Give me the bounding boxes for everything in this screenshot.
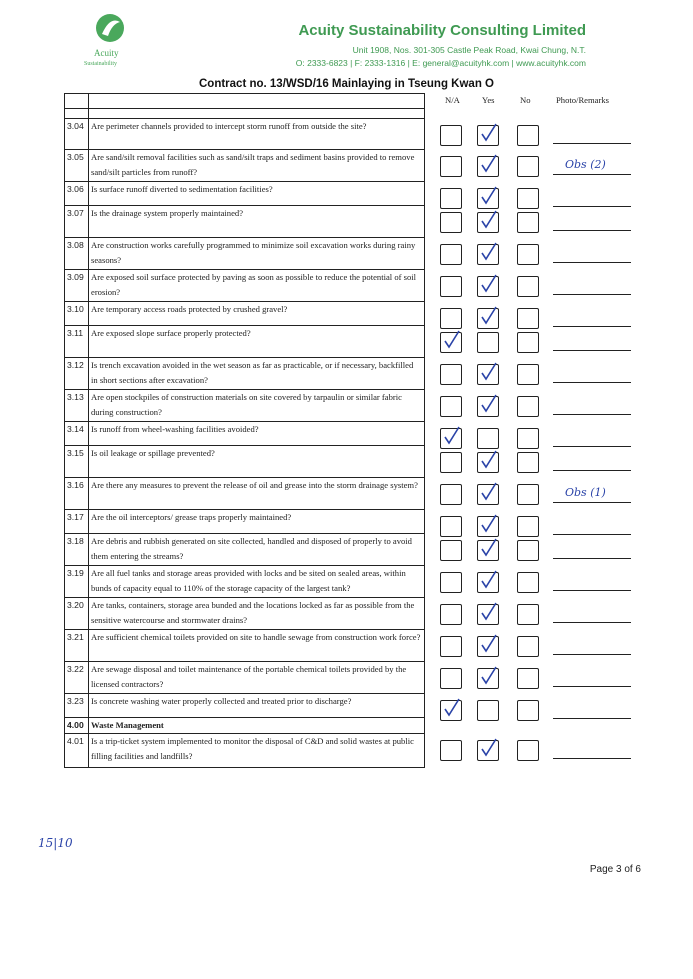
- checkbox-yes[interactable]: [477, 740, 499, 761]
- checkmark-icon: [480, 123, 498, 143]
- row-number: 3.09: [65, 270, 89, 302]
- remarks-line: [553, 414, 631, 415]
- table-row: [65, 662, 637, 694]
- checkbox-yes[interactable]: [477, 636, 499, 657]
- remarks-line: [553, 558, 631, 559]
- row-question: Are temporary access roads protected by crushed gravel?: [89, 302, 425, 326]
- checkbox-yes[interactable]: [477, 396, 499, 417]
- row-question: Waste Management: [89, 718, 425, 734]
- row-number: 3.16: [65, 478, 89, 510]
- checkbox-na[interactable]: [440, 572, 462, 593]
- checkbox-yes[interactable]: [477, 364, 499, 385]
- remarks-line: [553, 326, 631, 327]
- checkbox-no[interactable]: [517, 332, 539, 353]
- table-row: [65, 446, 637, 478]
- remarks-handwriting: Obs (1): [565, 486, 606, 499]
- row-number: 3.07: [65, 206, 89, 238]
- checkbox-na[interactable]: [440, 428, 462, 449]
- checkbox-yes[interactable]: [477, 452, 499, 473]
- checkbox-na[interactable]: [440, 244, 462, 265]
- table-row: [65, 422, 637, 446]
- checkbox-yes[interactable]: [477, 308, 499, 329]
- checkmark-icon: [443, 426, 461, 446]
- header-cell-answers: [425, 94, 637, 109]
- checkbox-no[interactable]: [517, 125, 539, 146]
- checkmark-icon: [480, 570, 498, 590]
- checkmark-icon: [480, 186, 498, 206]
- page-number: Page 3 of 6: [589, 864, 641, 875]
- checkbox-yes[interactable]: [477, 428, 499, 449]
- row-number: 3.10: [65, 302, 89, 326]
- row-question: Is trench excavation avoided in the wet season as far as practicable, or if necessary, backfilled in short sections after excavation?: [89, 358, 425, 390]
- checkbox-na[interactable]: [440, 188, 462, 209]
- checkmark-icon: [480, 154, 498, 174]
- checkmark-icon: [443, 330, 461, 350]
- checklist-table: [64, 93, 637, 768]
- row-number: 3.06: [65, 182, 89, 206]
- checkbox-na[interactable]: [440, 740, 462, 761]
- row-number: 3.14: [65, 422, 89, 446]
- remarks-line: [553, 654, 631, 655]
- checkbox-na[interactable]: [440, 276, 462, 297]
- checkmark-icon: [480, 738, 498, 758]
- col-header-yes: Yes: [482, 95, 495, 105]
- table-row: [65, 478, 637, 510]
- checkmark-icon: [480, 482, 498, 502]
- row-number: 3.20: [65, 598, 89, 630]
- row-question: Are open stockpiles of construction materials on site covered by tarpaulin or similar fabric during construction?: [89, 390, 425, 422]
- checkbox-no[interactable]: [517, 156, 539, 177]
- checkbox-na[interactable]: [440, 156, 462, 177]
- checkmark-icon: [480, 306, 498, 326]
- checkbox-yes[interactable]: [477, 668, 499, 689]
- row-question: Are all fuel tanks and storage areas provided with locks and be sited on sealed areas, within bunds of capacity equal to 110% of the storage capacity of the largest tank?: [89, 566, 425, 598]
- table-row: [65, 358, 637, 390]
- checkbox-na[interactable]: [440, 540, 462, 561]
- checkbox-no[interactable]: [517, 636, 539, 657]
- checkbox-no[interactable]: [517, 188, 539, 209]
- company-address: Unit 1908, Nos. 301-305 Castle Peak Road, Kwai Chung, N.T.: [352, 45, 586, 55]
- remarks-line: [553, 262, 631, 263]
- table-row: [65, 182, 637, 206]
- remarks-line: [553, 502, 631, 503]
- table-row: [65, 150, 637, 182]
- checkbox-yes[interactable]: [477, 700, 499, 721]
- row-question: Are sewage disposal and toilet maintenance of the portable chemical toilets provided by the licensed contractors?: [89, 662, 425, 694]
- row-number: 4.00: [65, 718, 89, 734]
- checkbox-yes[interactable]: [477, 332, 499, 353]
- remarks-line: [553, 718, 631, 719]
- row-number: 3.11: [65, 326, 89, 358]
- checkmark-icon: [480, 634, 498, 654]
- checkbox-no[interactable]: [517, 428, 539, 449]
- row-question: Are exposed slope surface properly protected?: [89, 326, 425, 358]
- checkbox-yes[interactable]: [477, 156, 499, 177]
- row-question: Are the oil interceptors/ grease traps properly maintained?: [89, 510, 425, 534]
- row-question: Is surface runoff diverted to sedimentation facilities?: [89, 182, 425, 206]
- row-question: Are tanks, containers, storage area bunded and the locations locked as far as possible from the sensitive watercourse and stormwater drains?: [89, 598, 425, 630]
- row-number: 3.04: [65, 119, 89, 150]
- checkbox-no[interactable]: [517, 540, 539, 561]
- row-number: 3.22: [65, 662, 89, 694]
- checkbox-yes[interactable]: [477, 244, 499, 265]
- row-number: 3.05: [65, 150, 89, 182]
- row-number: 3.17: [65, 510, 89, 534]
- table-row: [65, 510, 637, 534]
- checkbox-no[interactable]: [517, 396, 539, 417]
- remarks-line: [553, 174, 631, 175]
- remarks-line: [553, 686, 631, 687]
- remarks-line: [553, 758, 631, 759]
- header-cell-num: [65, 94, 89, 109]
- remarks-line: [553, 534, 631, 535]
- checkbox-yes[interactable]: [477, 604, 499, 625]
- remarks-line: [553, 230, 631, 231]
- checkbox-na[interactable]: [440, 396, 462, 417]
- company-logo: [80, 12, 160, 68]
- table-row: [65, 206, 637, 238]
- checkbox-na[interactable]: [440, 604, 462, 625]
- checkmark-icon: [480, 362, 498, 382]
- checkbox-na[interactable]: [440, 636, 462, 657]
- remarks-line: [553, 143, 631, 144]
- checkbox-yes[interactable]: [477, 212, 499, 233]
- col-header-na: N/A: [445, 95, 460, 105]
- checkbox-no[interactable]: [517, 308, 539, 329]
- checkbox-no[interactable]: [517, 572, 539, 593]
- checkbox-na[interactable]: [440, 668, 462, 689]
- company-contact: O: 2333-6823 | F: 2333-1316 | E: general@acuityhk.com | www.acuityhk.com: [295, 58, 586, 68]
- checkbox-no[interactable]: [517, 484, 539, 505]
- row-number: 3.19: [65, 566, 89, 598]
- table-row: [65, 270, 637, 302]
- checkbox-yes[interactable]: [477, 516, 499, 537]
- remarks-line: [553, 470, 631, 471]
- checkbox-na[interactable]: [440, 516, 462, 537]
- table-header-row: [65, 94, 637, 109]
- table-row: [65, 390, 637, 422]
- checkbox-yes[interactable]: [477, 125, 499, 146]
- logo-subtext: Sustainability: [84, 61, 117, 67]
- checkbox-na[interactable]: [440, 700, 462, 721]
- row-question: Is a trip-ticket system implemented to monitor the disposal of C&D and solid wastes at public filling facilities and landfills?: [89, 734, 425, 768]
- checkbox-no[interactable]: [517, 276, 539, 297]
- row-number: 3.18: [65, 534, 89, 566]
- table-row: [65, 119, 637, 150]
- checkbox-na[interactable]: [440, 332, 462, 353]
- checkmark-icon: [443, 698, 461, 718]
- row-question: Is concrete washing water properly collected and treated prior to discharge?: [89, 694, 425, 718]
- checkmark-icon: [480, 450, 498, 470]
- table-row: [65, 302, 637, 326]
- remarks-line: [553, 622, 631, 623]
- table-row: [65, 694, 637, 718]
- checkmark-icon: [480, 394, 498, 414]
- remarks-line: [553, 590, 631, 591]
- table-row: [65, 598, 637, 630]
- table-row: [65, 534, 637, 566]
- checkmark-icon: [480, 274, 498, 294]
- col-header-no: No: [520, 95, 531, 105]
- remarks-line: [553, 382, 631, 383]
- checkbox-na[interactable]: [440, 364, 462, 385]
- checkbox-na[interactable]: [440, 125, 462, 146]
- row-number: 4.01: [65, 734, 89, 768]
- checkbox-yes[interactable]: [477, 276, 499, 297]
- checkbox-no[interactable]: [517, 604, 539, 625]
- row-question: Are construction works carefully programmed to minimize soil excavation works during rainy seasons?: [89, 238, 425, 270]
- checkbox-no[interactable]: [517, 452, 539, 473]
- checkbox-na[interactable]: [440, 452, 462, 473]
- row-question: Are debris and rubbish generated on site collected, handled and disposed of properly to avoid them entering the streams?: [89, 534, 425, 566]
- checkmark-icon: [480, 538, 498, 558]
- checkmark-icon: [480, 514, 498, 534]
- checkbox-no[interactable]: [517, 212, 539, 233]
- checkbox-no[interactable]: [517, 740, 539, 761]
- table-row: [65, 718, 637, 734]
- row-question: Are exposed soil surface protected by paving as soon as possible to reduce the potential of soil erosion?: [89, 270, 425, 302]
- table-row: [65, 326, 637, 358]
- table-row: [65, 566, 637, 598]
- checkmark-icon: [480, 666, 498, 686]
- remarks-line: [553, 350, 631, 351]
- row-number: 3.21: [65, 630, 89, 662]
- row-number: 3.13: [65, 390, 89, 422]
- checkbox-yes[interactable]: [477, 572, 499, 593]
- row-number: 3.12: [65, 358, 89, 390]
- row-question: Is the drainage system properly maintained?: [89, 206, 425, 238]
- header-cell-question: [89, 94, 425, 109]
- contract-title: Contract no. 13/WSD/16 Mainlaying in Tseung Kwan O: [199, 78, 494, 90]
- checkbox-no[interactable]: [517, 516, 539, 537]
- logo-text: Acuity: [94, 48, 119, 58]
- remarks-line: [553, 446, 631, 447]
- row-question: Is oil leakage or spillage prevented?: [89, 446, 425, 478]
- checkbox-no[interactable]: [517, 364, 539, 385]
- checkbox-yes[interactable]: [477, 188, 499, 209]
- remarks-line: [553, 294, 631, 295]
- company-name: Acuity Sustainability Consulting Limited: [298, 22, 586, 39]
- row-question: Are sand/silt removal facilities such as sand/silt traps and sediment basins provided to remove sand/silt particles from runoff?: [89, 150, 425, 182]
- remarks-line: [553, 206, 631, 207]
- table-row: [65, 734, 637, 768]
- checkbox-no[interactable]: [517, 668, 539, 689]
- table-row: [65, 238, 637, 270]
- row-question: Are sufficient chemical toilets provided on site to handle sewage from construction work force?: [89, 630, 425, 662]
- checkmark-icon: [480, 210, 498, 230]
- row-number: 3.08: [65, 238, 89, 270]
- row-question: Are perimeter channels provided to intercept storm runoff from outside the site?: [89, 119, 425, 150]
- row-question: Are there any measures to prevent the release of oil and grease into the storm drainage system?: [89, 478, 425, 510]
- row-number: 3.23: [65, 694, 89, 718]
- col-header-remarks: Photo/Remarks: [556, 95, 609, 105]
- checkbox-no[interactable]: [517, 244, 539, 265]
- table-row: [65, 630, 637, 662]
- remarks-handwriting: Obs (2): [565, 158, 606, 171]
- checkbox-yes[interactable]: [477, 540, 499, 561]
- checkbox-na[interactable]: [440, 308, 462, 329]
- row-question: Is runoff from wheel-washing facilities avoided?: [89, 422, 425, 446]
- handwritten-date: 15|10: [38, 836, 73, 850]
- row-number: 3.15: [65, 446, 89, 478]
- checkmark-icon: [480, 602, 498, 622]
- checkbox-na[interactable]: [440, 212, 462, 233]
- checkbox-yes[interactable]: [477, 484, 499, 505]
- checkmark-icon: [480, 242, 498, 262]
- checkbox-no[interactable]: [517, 700, 539, 721]
- checkbox-na[interactable]: [440, 484, 462, 505]
